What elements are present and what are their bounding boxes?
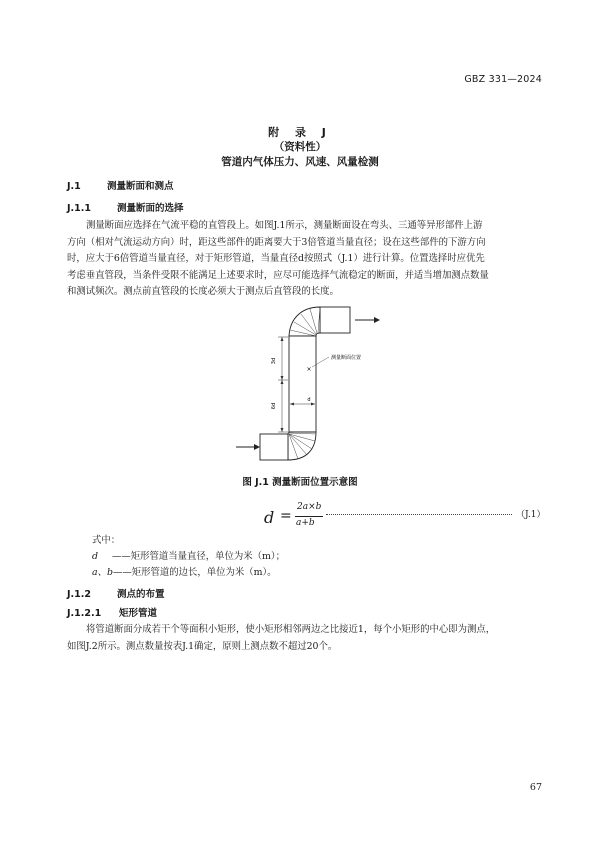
formula-reference: （J.1） <box>516 510 546 520</box>
section-number: J.1 <box>67 181 81 192</box>
paragraph-line: 如图J.2所示。测点数量按表J.1确定，原则上测点数不超过20个。 <box>67 640 338 652</box>
paragraph-line: 方向（相对气流运动方向）时，距这些部件的距离要大于3倍管道当量直径；设在这些部件的下游方向 <box>67 236 486 248</box>
paragraph-line: 将管道断面分成若干个等面积小矩形，使小矩形相邻两边之比接近1，每个小矩形的中心即为测点， <box>86 624 496 635</box>
figure-caption: 图 J.1 测量断面位置示意图 <box>242 477 358 488</box>
paragraph-line: 考虑垂直管段，当条件受限不能满足上述要求时，应尽可能选择气流稳定的断面，并适当增加测点数量 <box>67 269 489 281</box>
vertical-duct <box>289 336 316 432</box>
section-j1-heading <box>67 178 174 192</box>
paragraph-line: 和测试频次。测点前直管段的长度必须大于测点后直管段的长度。 <box>67 286 339 298</box>
definition-ab: ——矩形管道的边长，单位为米（m）。 <box>112 567 277 578</box>
standard-number: GBZ 331—2024 <box>464 74 542 85</box>
top-duct <box>320 307 350 333</box>
section-number: J.1.2.1 <box>67 608 102 619</box>
where-line-d <box>92 549 285 565</box>
leader-dots <box>326 510 512 515</box>
where-intro: 式中： <box>92 535 121 546</box>
formula-numerator: 2a×b <box>297 502 322 512</box>
bottom-duct <box>260 434 288 460</box>
section-number: J.1.1 <box>67 203 91 214</box>
arrow-in-icon <box>254 444 260 450</box>
page-number: 67 <box>529 782 542 793</box>
formula-j1 <box>264 502 554 532</box>
formula-equals: = <box>280 508 292 524</box>
paragraph-line: 时，应大于6倍管道当量直径，对于矩形管道，当量直径d按照式（J.1）进行计算。位置选择时应优先 <box>67 253 485 265</box>
label-6d: 6d <box>271 402 277 410</box>
figure-duct-diagram <box>230 300 390 465</box>
section-j11-heading <box>67 200 184 214</box>
top-elbow <box>289 307 320 336</box>
appendix-title: 附 录 J <box>268 126 332 139</box>
paragraph-section-selection <box>67 218 553 301</box>
paragraph-line: 测量断面应选择在气流平稳的直管段上。如图J.1所示，测量断面设在弯头、三通等异形部件上游 <box>86 220 483 231</box>
section-title: 矩形管道 <box>119 608 158 619</box>
appendix-name: 管道内气体压力、风速、风量检测 <box>221 156 379 168</box>
symbol-ab: a、b <box>92 567 113 578</box>
formula-lhs: d <box>264 508 275 527</box>
cross-mark-icon: × <box>306 366 312 373</box>
section-title: 测点的布置 <box>117 589 165 600</box>
formula-denominator: a+b <box>296 518 315 528</box>
label-d: d <box>307 397 311 403</box>
section-number: J.1.2 <box>67 589 91 600</box>
symbol-d: d <box>92 551 99 562</box>
paragraph-rectangular-duct <box>67 622 553 655</box>
arrow-out-icon <box>374 317 380 323</box>
appendix-type: （资料性） <box>273 141 327 153</box>
label-measure-position: 测量断面位置 <box>331 355 362 361</box>
where-line-ab <box>92 565 277 581</box>
label-3d: 3d <box>271 357 277 365</box>
section-title: 测量断面和测点 <box>107 181 174 192</box>
section-title: 测量断面的选择 <box>117 203 184 214</box>
fraction-bar <box>295 516 323 517</box>
section-j12-heading <box>67 586 165 600</box>
definition-d: ——矩形管道当量直径，单位为米（m）； <box>112 551 285 562</box>
section-j121-heading <box>67 605 157 619</box>
